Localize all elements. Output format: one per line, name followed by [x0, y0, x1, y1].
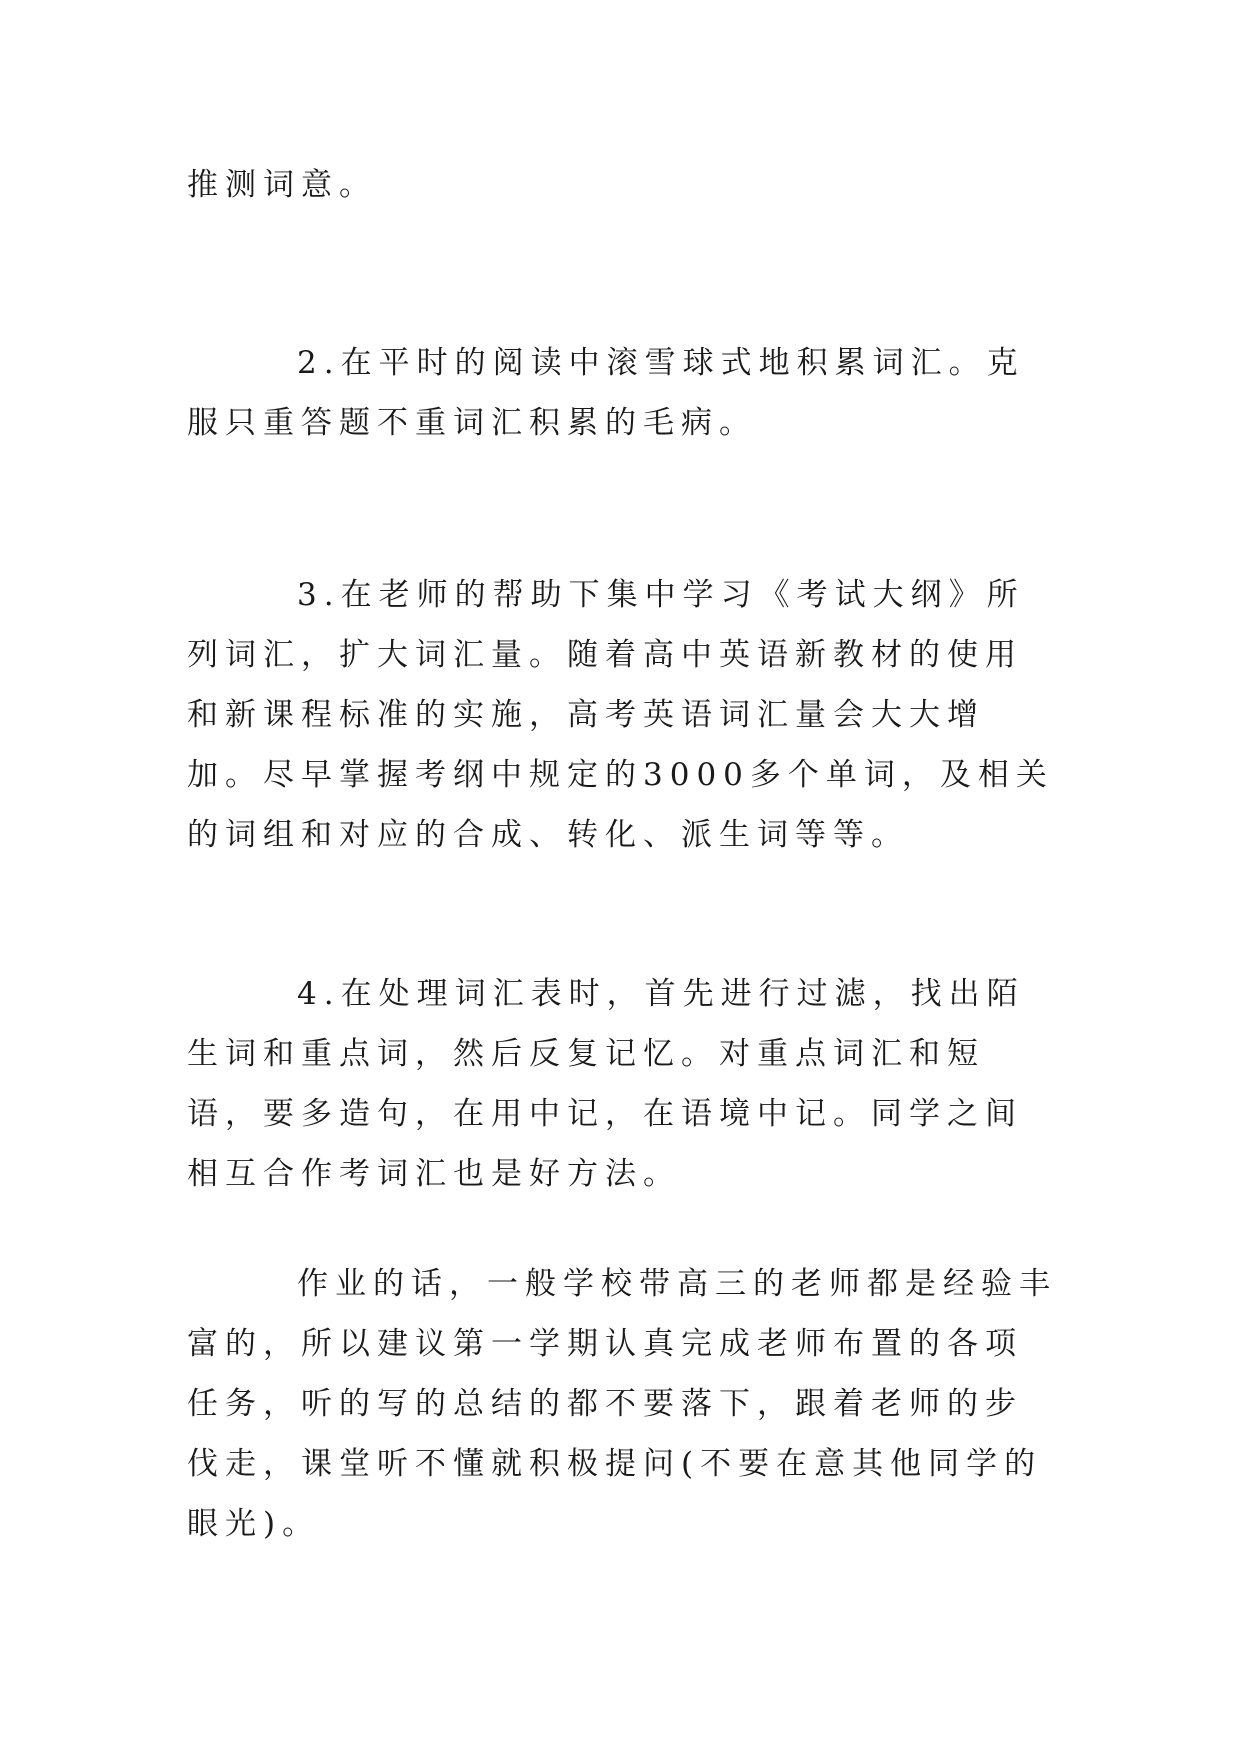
paragraph-tip-4: 4.在处理词汇表时，首先进行过滤，找出陌生词和重点词，然后反复记忆。对重点词汇和短语，要多造句，在用中记，在语境中记。同学之间相互合作考词汇也是好方法。 [187, 976, 1025, 1192]
paragraph-tip-2: 2.在平时的阅读中滚雪球式地积累词汇。克服只重答题不重词汇积累的毛病。 [187, 345, 1025, 441]
paragraph-homework: 作业的话，一般学校带高三的老师都是经验丰富的，所以建议第一学期认真完成老师布置的各项任务，听的写的总结的都不要落下，跟着老师的步伐走，课堂听不懂就积极提问(不要在意其他同学的眼光)。 [187, 1266, 1057, 1542]
paragraph-continuation: 推测词意。 [187, 167, 377, 203]
paragraph-tip-3: 3.在老师的帮助下集中学习《考试大纲》所列词汇，扩大词汇量。随着高中英语新教材的使用和新课程标准的实施，高考英语词汇量会大大增加。尽早掌握考纲中规定的3000多个单词，及相关的词组和对应的合成、转化、派生词等等。 [187, 577, 1054, 853]
